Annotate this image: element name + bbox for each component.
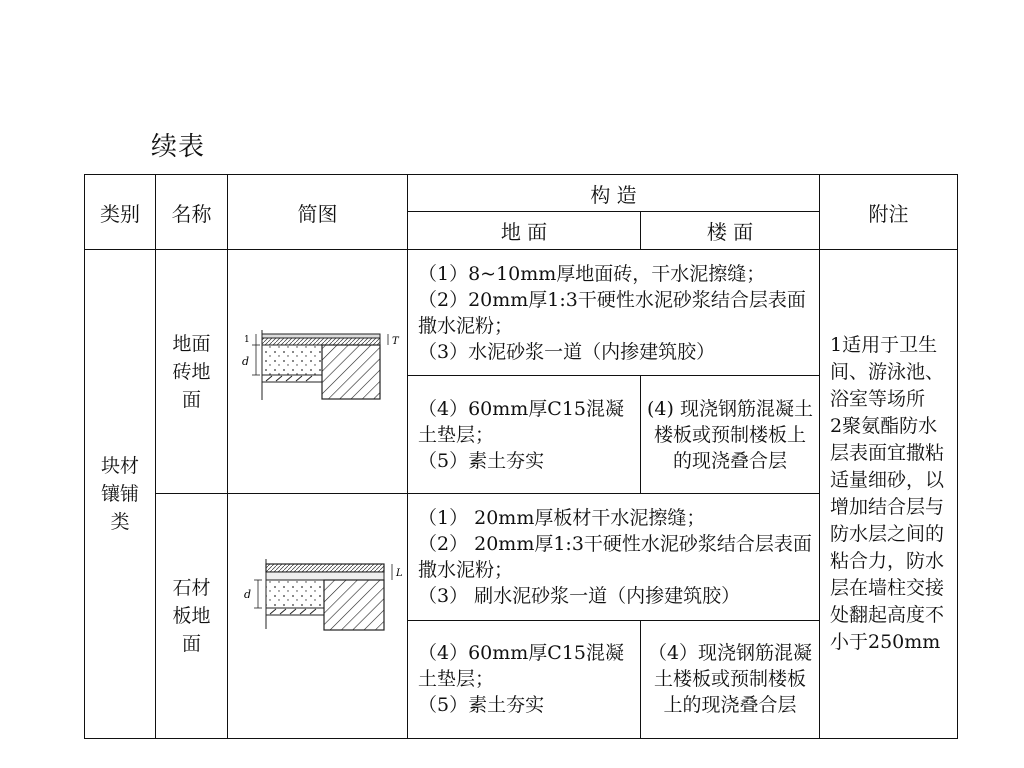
dim-d-label: d <box>244 588 252 601</box>
floor-tile-section-diagram <box>228 250 407 493</box>
note-part-1: 1适用于卫生间、游泳池、浴室等场所 <box>830 334 945 410</box>
step-line: （3）水泥砂浆一道（内掺建筑胶） <box>418 340 716 363</box>
step-line: （3） 刷水泥砂浆一道（内掺建筑胶） <box>418 584 741 607</box>
row-name: 地面砖地面 <box>172 332 211 411</box>
step-line: （5）素土夯实 <box>418 449 545 472</box>
header-ground: 地 面 <box>408 212 641 250</box>
note-part-2: 2聚氨酯防水层表面宜撒粘适量细砂，以增加结合层与防水层之间的粘合力，防水层在墙柱交接处翻起高度不小于250mm <box>830 415 945 653</box>
step-line: （5）素土夯实 <box>418 694 545 717</box>
spec-table <box>84 174 958 739</box>
row2-ground-steps <box>408 620 641 738</box>
row1-upper-steps <box>408 250 820 376</box>
step-line: （4）60mm厚C15混凝土垫层； <box>418 642 625 691</box>
step-line: （4）60mm厚C15混凝土垫层； <box>418 397 625 446</box>
row1-ground-steps <box>408 376 641 494</box>
step-line: （2）20mm厚1:3干硬性水泥砂浆结合层表面撒水泥粉； <box>418 288 806 337</box>
stone-slab-section-diagram <box>228 494 407 738</box>
diagram-cell <box>228 494 408 739</box>
step-line: （2） 20mm厚1:3干硬性水泥砂浆结合层表面撒水泥粉； <box>418 532 812 581</box>
row2-floor-step: （4）现浇钢筋混凝土楼板或预制楼板上的现浇叠合层 <box>641 620 820 738</box>
row-name: 石材板地面 <box>172 577 211 655</box>
header-name: 名称 <box>156 175 228 250</box>
header-construction: 构 造 <box>408 175 820 212</box>
category-cell <box>85 250 156 739</box>
notes-cell <box>820 250 958 739</box>
row-name-cell <box>156 250 228 494</box>
diagram-cell <box>228 250 408 494</box>
page-heading: 续表 <box>151 132 206 162</box>
step-line: （1） 20mm厚板材干水泥擦缝； <box>418 506 706 529</box>
dim-T-label: T <box>392 336 399 347</box>
header-category: 类别 <box>85 175 156 250</box>
header-diagram: 简图 <box>228 175 408 250</box>
step-line: （1）8~10mm厚地面砖，干水泥擦缝； <box>418 262 766 285</box>
category-label: 块材镶铺类 <box>100 455 139 533</box>
row-name-cell <box>156 494 228 739</box>
header-floor: 楼 面 <box>641 212 820 250</box>
header-notes: 附注 <box>820 175 958 250</box>
row1-floor-step: (4) 现浇钢筋混凝土楼板或预制楼板上的现浇叠合层 <box>641 376 820 494</box>
dim-t-label: 1 <box>244 335 250 345</box>
row2-upper-steps <box>408 494 820 621</box>
dim-L-label: L <box>396 568 403 579</box>
dim-d-label: d <box>242 355 250 368</box>
